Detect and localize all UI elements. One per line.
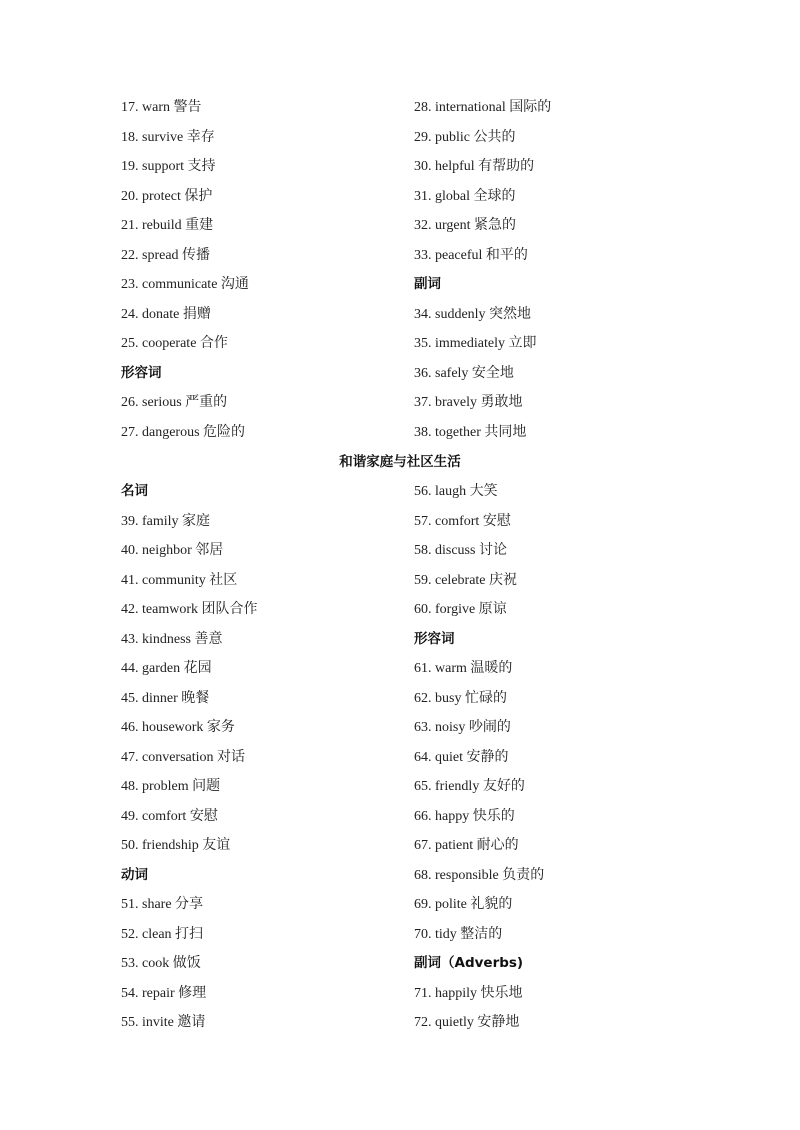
category-heading: 形容词: [121, 364, 162, 381]
vocab-item: 30. helpful 有帮助的: [414, 159, 535, 174]
vocab-item: 54. repair 修理: [121, 985, 207, 1001]
vocab-item: 33. peaceful 和平的: [414, 247, 528, 263]
vocab-item: 19. support 支持: [121, 159, 216, 174]
vocab-item: 67. patient 耐心的: [414, 838, 519, 853]
category-heading: 形容词: [414, 630, 455, 647]
vocab-item: 17. warn 警告: [121, 100, 202, 115]
category-heading: 名词: [121, 483, 148, 499]
vocab-item: 35. immediately 立即: [414, 336, 537, 351]
vocab-item: 65. friendly 友好的: [414, 779, 525, 794]
vocab-item: 56. laugh 大笑: [414, 484, 498, 499]
vocab-item: 42. teamwork 团队合作: [121, 602, 258, 617]
vocab-item: 37. bravely 勇敢地: [414, 395, 523, 410]
vocab-item: 20. protect 保护: [121, 188, 213, 204]
vocab-item: 71. happily 快乐地: [414, 985, 523, 1001]
section2-left-column: [121, 477, 391, 1038]
vocab-item: 50. friendship 友谊: [121, 838, 231, 853]
vocab-item: 59. celebrate 庆祝: [414, 572, 518, 588]
vocab-item: 68. responsible 负责的: [414, 867, 545, 883]
vocab-item: 48. problem 问题: [121, 779, 221, 794]
vocab-item: 49. comfort 安慰: [121, 808, 218, 824]
vocab-item: 63. noisy 吵闹的: [414, 720, 511, 735]
vocab-item: 40. neighbor 邻居: [121, 543, 224, 558]
vocab-item: 46. housework 家务: [121, 720, 235, 735]
vocab-item: 69. polite 礼貌的: [414, 897, 513, 912]
vocab-item: 28. international 国际的: [414, 100, 552, 115]
vocab-item: 34. suddenly 突然地: [414, 306, 532, 322]
section1-right-column: [414, 93, 714, 447]
section-title: 和谐家庭与社区生活: [339, 454, 461, 470]
vocab-item: 29. public 公共的: [414, 129, 516, 145]
vocab-item: 60. forgive 原谅: [414, 602, 507, 617]
vocab-item: 57. comfort 安慰: [414, 513, 511, 529]
vocab-item: 25. cooperate 合作: [121, 336, 228, 351]
vocab-item: 18. survive 幸存: [121, 129, 215, 145]
vocab-item: 64. quiet 安静的: [414, 749, 509, 765]
vocab-item: 31. global 全球的: [414, 188, 516, 204]
vocab-item: 66. happy 快乐的: [414, 808, 515, 824]
vocab-item: 61. warm 温暖的: [414, 661, 513, 676]
vocab-item: 52. clean 打扫: [121, 926, 204, 942]
vocab-item: 53. cook 做饭: [121, 956, 201, 971]
vocab-item: 58. discuss 讨论: [414, 543, 507, 558]
vocab-item: 36. safely 安全地: [414, 365, 514, 381]
vocab-item: 27. dangerous 危险的: [121, 424, 246, 440]
vocab-item: 22. spread 传播: [121, 247, 211, 263]
section1-left-column: [121, 93, 391, 447]
vocab-item: 39. family 家庭: [121, 513, 211, 529]
vocab-item: 24. donate 捐赠: [121, 306, 211, 322]
vocab-item: 72. quietly 安静地: [414, 1015, 520, 1030]
vocab-item: 23. communicate 沟通: [121, 277, 249, 292]
vocab-item: 21. rebuild 重建: [121, 218, 214, 233]
vocab-item: 55. invite 邀请: [121, 1015, 206, 1030]
vocab-item: 38. together 共同地: [414, 424, 527, 440]
vocab-item: 47. conversation 对话: [121, 749, 246, 765]
section2-right-column: [414, 477, 714, 1038]
vocab-item: 43. kindness 善意: [121, 631, 223, 647]
vocab-item: 32. urgent 紧急的: [414, 218, 517, 233]
category-heading: 动词: [121, 866, 148, 883]
vocab-item: 51. share 分享: [121, 897, 204, 912]
vocab-item: 44. garden 花园: [121, 661, 212, 676]
vocab-item: 41. community 社区: [121, 572, 238, 588]
category-heading: 副词（Adverbs): [414, 955, 524, 971]
category-heading: 副词: [414, 276, 441, 292]
vocab-item: 62. busy 忙碌的: [414, 690, 507, 706]
vocab-item: 70. tidy 整洁的: [414, 926, 503, 942]
vocab-item: 26. serious 严重的: [121, 395, 228, 410]
vocab-item: 45. dinner 晚餐: [121, 690, 210, 706]
